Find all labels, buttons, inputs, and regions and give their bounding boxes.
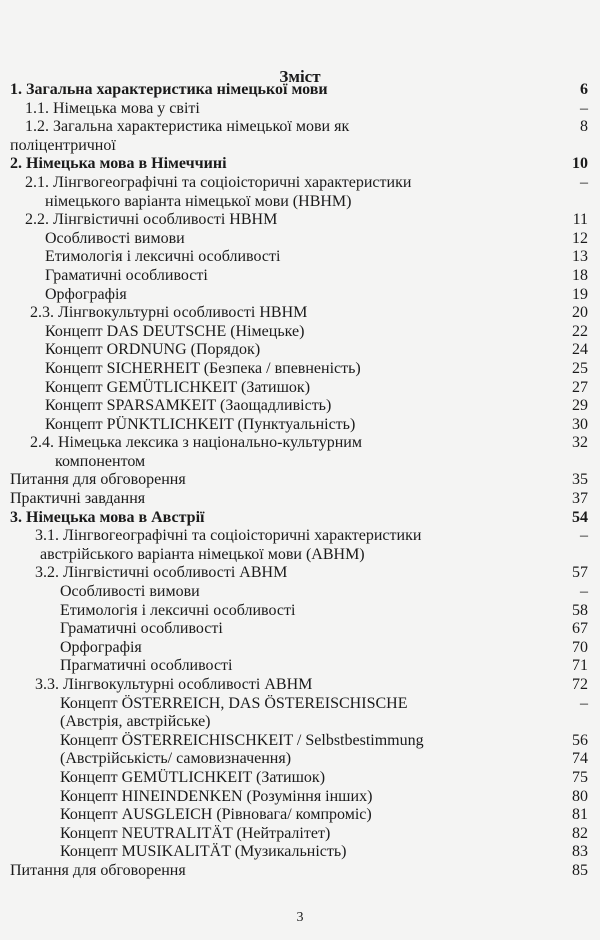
toc-entry-title: 2.3. Лінгвокультурні особливості НВНМ [30,304,308,322]
toc-entry-title: Граматичні особливості [45,266,208,284]
toc-entry-title: Прагматичні особливості [60,657,233,675]
toc-entry [0,323,600,342]
toc-entry [0,416,600,435]
toc-entry-title: Концепт SPARSAMKEIT (Заощадливість) [45,397,332,415]
toc-entry [0,583,600,602]
toc-entry-page: 10 [572,155,588,173]
toc-entry-title: Практичні завдання [10,490,146,508]
toc-entry-page: 32 [572,434,588,452]
page-number: 3 [296,910,304,925]
toc-entry-page: 85 [572,861,588,879]
toc-entry [0,564,600,583]
toc-entry-title: Концепт PÜNKTLICHKEIT (Пунктуальність) [45,415,356,433]
toc-entry-title: Орфографія [45,285,127,303]
toc-entry-title: Орфографія [60,638,142,656]
toc-entry-page: 56 [572,731,588,749]
toc-entry-page: 82 [572,824,588,842]
toc-entry-page: 19 [572,285,588,303]
toc-entry-title: 3.3. Лінгвокультурні особливості АВНМ [35,676,313,693]
toc-entry-page: 67 [572,620,588,638]
toc-entry-page: 57 [572,564,588,582]
toc-entry-page: – [580,173,588,191]
toc-entry-title: 2.4. Німецька лексика з національно-культурним [30,434,362,452]
toc-entry-title: Питання для обговорення [10,471,186,489]
toc-entry [0,471,600,490]
toc-entry [0,137,600,156]
toc-entry-title: Концепт GEMÜTLICHKEIT (Затишок) [45,378,311,396]
toc-entry-title: Концепт GEMÜTLICHKEIT (Затишок) [60,768,326,786]
toc-entry-page: 30 [572,415,588,433]
toc-entry [0,267,600,286]
toc-entry-page: 11 [572,211,588,229]
toc-entry-title: німецького варіанта німецької мови (НВНМ) [45,192,352,210]
toc-entry [0,546,600,565]
toc-entry [0,788,600,807]
toc-entry [0,657,600,676]
toc-entry-page: 12 [572,229,588,247]
toc-entry [0,695,600,714]
toc-entry-title: (Австрійськість/ самовизначення) [60,750,292,768]
toc-entry-title: 2. Німецька мова в Німеччині [10,155,227,173]
toc-entry-page: 72 [572,676,588,693]
toc-entry [0,174,600,193]
toc-entry-title: 2.1. Лінгвогеографічні та соціоісторичні характеристики [25,173,412,191]
toc-entry-title: австрійського варіанта німецької мови (АВНМ) [40,545,365,563]
toc-entry [0,509,600,528]
toc-entry-title: Особливості вимови [60,583,200,601]
toc-entry-title: Концепт ÖSTERREICHISCHKEIT / Selbstbestimmung [60,731,424,749]
toc-entry-page: 37 [572,490,588,508]
toc-entry-title: Етимологія і лексичні особливості [45,248,281,266]
toc-entry [0,434,600,453]
toc-entry [0,230,600,249]
toc-entry [0,676,600,695]
toc-entry-title: Особливості вимови [45,229,185,247]
toc-entry [0,769,600,788]
toc-entry-title: 1. Загальна характеристика німецької мови [10,81,328,98]
toc-entry-title: поліцентричної [10,136,116,154]
toc-entry [0,304,600,323]
toc-entry-page: 18 [572,266,588,284]
toc-entry [0,732,600,751]
toc-entry-page: 70 [572,638,588,656]
toc-entry [0,118,600,137]
toc-entry-title: 3. Німецька мова в Австрії [10,508,205,526]
toc-entry [0,211,600,230]
toc-entry-title: Концепт ORDNUNG (Порядок) [45,341,261,359]
toc-entry-title: 2.2. Лінгвістичні особливості НВНМ [25,211,278,229]
toc-entry [0,713,600,732]
toc-entry [0,602,600,621]
toc-entry-page: 13 [572,248,588,266]
toc-entry-title: компонентом [55,452,146,470]
toc-entry-title: Концепт MUSIKALITÄT (Музикальність) [60,843,347,861]
toc-entry-title: Граматичні особливості [60,620,223,638]
toc-entry-title: Питання для обговорення [10,861,186,879]
toc-entry-title: Концепт NEUTRALITÄT (Нейтралітет) [60,824,331,842]
toc-entry-page: 6 [580,81,588,98]
toc-entry [0,248,600,267]
toc-entry-page: – [580,583,588,601]
toc-entry-title: Концепт AUSGLEICH (Рівновага/ компроміс) [60,806,372,824]
toc-entry-page: 75 [572,768,588,786]
toc-entry-page: 54 [572,508,588,526]
toc-entry [0,155,600,174]
page-title: Зміст [279,67,321,86]
toc-entry-title: Концепт SICHERHEIT (Безпека / впевненість) [45,359,361,377]
toc-entry-page: 24 [572,341,588,359]
toc-entry [0,620,600,639]
toc-entry-title: 3.2. Лінгвістичні особливості АВНМ [35,564,288,582]
toc-entry-title: 3.1. Лінгвогеографічні та соціоісторичні характеристики [35,527,422,545]
toc-entry-title: Концепт ÖSTERREICH, DAS ÖSTEREISCHISCHE [60,694,408,712]
toc-entry-title: Етимологія і лексичні особливості [60,601,296,619]
toc-entry-page: 22 [572,322,588,340]
toc-entry-page: 29 [572,397,588,415]
toc-entry-page: 27 [572,378,588,396]
toc-entry-page: – [580,694,588,712]
toc-entry [0,806,600,825]
toc-entry [0,341,600,360]
toc-entry [0,379,600,398]
toc-entry [0,360,600,379]
toc-entry [0,825,600,844]
toc-entry [0,750,600,769]
toc-entry-page: 20 [572,304,588,322]
toc-entry-page: 71 [572,657,588,675]
toc-entry-page: 25 [572,359,588,377]
toc-entry [0,397,600,416]
toc-entry-page: 83 [572,843,588,861]
toc-entry [0,639,600,658]
toc-entry-page: 81 [572,806,588,824]
toc-entry-page: 80 [572,787,588,805]
toc-entry-page: 58 [572,601,588,619]
table-of-contents [0,81,600,881]
toc-entry [0,81,600,100]
toc-entry-title: Концепт DAS DEUTSCHE (Німецьке) [45,322,305,340]
toc-entry-page: 35 [572,471,588,489]
toc-entry-page: – [580,527,588,545]
toc-entry-page: 74 [572,750,588,768]
toc-entry-title: (Австрія, австрійське) [60,713,211,731]
toc-entry [0,490,600,509]
toc-entry-title: 1.2. Загальна характеристика німецької мови як [25,118,350,136]
toc-entry [0,453,600,472]
toc-entry [0,100,600,119]
toc-entry [0,193,600,212]
toc-entry [0,286,600,305]
toc-entry [0,843,600,862]
toc-entry-title: 1.1. Німецька мова у світі [25,99,200,117]
toc-entry-page: – [580,99,588,117]
toc-entry-title: Концепт HINEINDENKEN (Розуміння інших) [60,787,373,805]
toc-entry-page: 8 [580,118,588,136]
toc-entry [0,862,600,881]
toc-entry [0,527,600,546]
